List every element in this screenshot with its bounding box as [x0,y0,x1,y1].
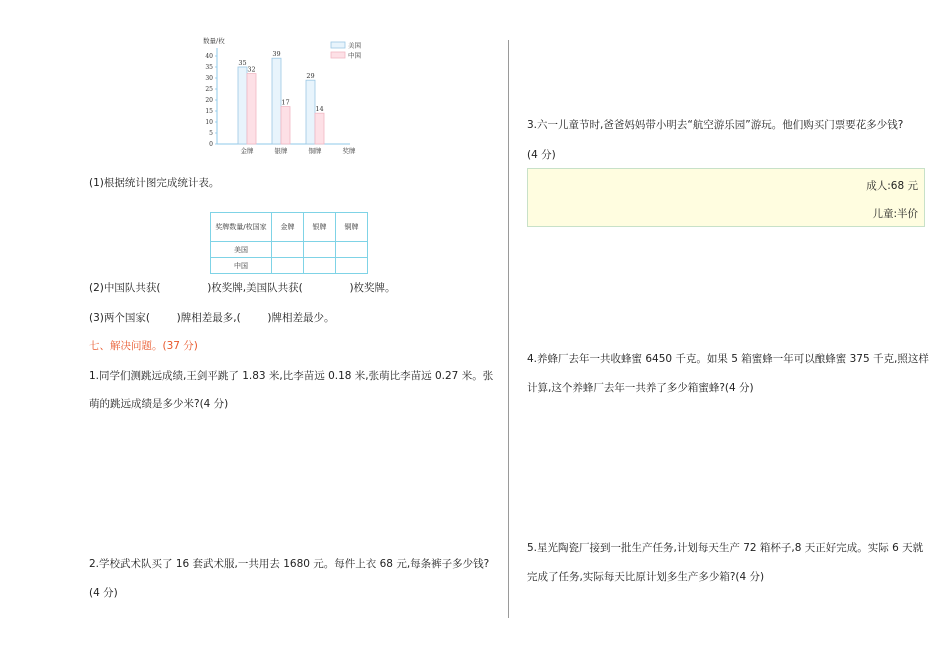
column-divider [508,40,509,618]
x-category-label: 银牌 [274,147,288,155]
legend-label: 美国 [348,41,361,50]
bar-中国 [247,74,256,144]
legend-label: 中国 [348,51,361,60]
problem-4-line-1: 4.养蜂厂去年一共收蜂蜜 6450 千克。如果 5 箱蜜蜂一年可以酿蜂蜜 375 千克,照这样 [527,353,929,365]
problem-3-line-1: 3.六一儿童节时,爸爸妈妈带小明去“航空游乐园”游玩。他们购买门票要花多少钱? [527,119,904,131]
bar-value-label: 35 [238,59,247,67]
problem-1-line-1: 1.同学们测跳远成绩,王剑平跳了 1.83 米,比李苗远 0.18 米,张萌比李苗远 0.27 米。张 [89,370,494,382]
table-answer-cell[interactable] [272,258,304,274]
x-category-label: 金牌 [240,147,254,155]
problem-1-line-2: 萌的跳远成绩是多少米?(4 分) [89,398,229,410]
table-row-label: 美国 [211,242,272,258]
problem-2-line-1: 2.学校武术队买了 16 套武术服,一共用去 1680 元。每件上衣 68 元,每条裤子多少钱? [89,558,490,570]
bar-中国 [281,107,290,144]
bar-中国 [315,113,324,144]
table-header-row [211,213,368,242]
chart-bars [238,50,324,144]
table-answer-cell[interactable] [336,242,368,258]
problem-4-line-2: 计算,这个养蜂厂去年一共养了多少箱蜜蜂?(4 分) [527,382,754,394]
y-tick-label: 25 [205,86,213,93]
table-row-label: 中国 [211,258,272,274]
y-tick-label: 10 [205,119,213,126]
y-tick-label: 5 [209,130,213,137]
table-header-cell: 铜牌 [336,213,368,242]
table-row [211,258,368,274]
bar-美国 [306,80,315,144]
table-answer-cell[interactable] [304,258,336,274]
x-category-label: 铜牌 [308,147,322,155]
medal-stat-table [210,212,368,274]
table-header-cell: 奖牌数量/枚国家 [211,213,272,242]
y-tick-label: 0 [209,141,213,148]
bar-value-label: 29 [306,72,315,81]
y-tick-label: 30 [205,75,213,82]
table-answer-cell[interactable] [336,258,368,274]
chart-y-label: 数量/枚 [203,37,225,45]
chart-x-categories [241,146,357,155]
table-row [211,242,368,258]
price-adult: 成人:68 元 [866,180,918,192]
problem-2-line-2: (4 分) [89,587,118,599]
table-header-cell: 金牌 [272,213,304,242]
bar-value-label: 32 [247,65,256,74]
question-medal-diff: (3)两个国家( )牌相差最多,( )牌相差最少。 [89,312,335,324]
question-medal-total: (2)中国队共获( )枚奖牌,美国队共获( )枚奖牌。 [89,282,396,294]
chart-y-ticks [205,53,217,148]
ticket-price-box [527,168,925,227]
legend-swatch [331,42,345,48]
bar-美国 [238,67,247,144]
problem-5-line-2: 完成了任务,实际每天比原计划多生产多少箱?(4 分) [527,571,765,583]
table-answer-cell[interactable] [304,242,336,258]
question-table-instruction: (1)根据统计图完成统计表。 [89,177,220,189]
price-child: 儿童:半价 [872,208,918,220]
bar-value-label: 17 [281,98,290,107]
section-title: 七、解决问题。(37 分) [89,340,198,352]
table-answer-cell[interactable] [272,242,304,258]
bar-value-label: 39 [272,50,281,59]
legend-swatch [331,52,345,58]
y-tick-label: 20 [205,97,213,104]
medal-bar-chart [195,34,365,160]
x-category-label: 奖牌 [342,147,356,155]
bar-美国 [272,58,281,144]
chart-legend [331,41,362,60]
bar-value-label: 14 [315,105,324,114]
table-header-cell: 银牌 [304,213,336,242]
problem-3-line-2: (4 分) [527,149,556,161]
y-tick-label: 15 [205,108,213,115]
y-tick-label: 35 [205,64,213,71]
y-tick-label: 40 [205,53,213,60]
problem-5-line-1: 5.星光陶瓷厂接到一批生产任务,计划每天生产 72 箱杯子,8 天正好完成。实际 6 天就 [527,542,924,554]
